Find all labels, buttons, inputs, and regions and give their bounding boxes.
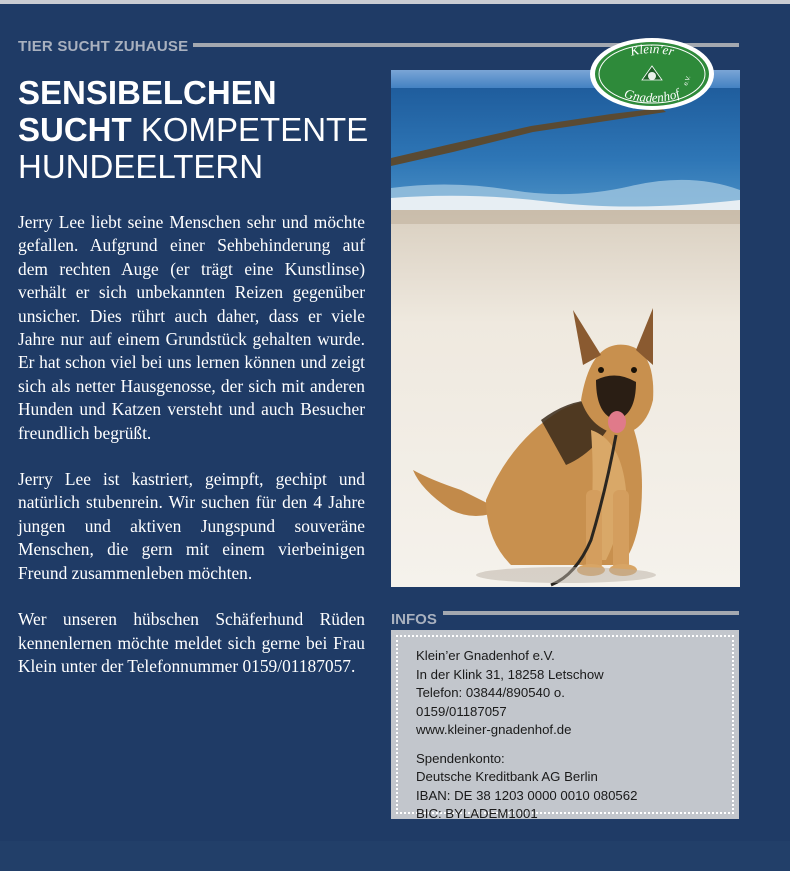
info-phone-2: 0159/01187057 — [416, 703, 507, 719]
page-top-edge — [0, 0, 790, 4]
headline-line-3: HUNDEELTERN — [18, 148, 264, 185]
headline-line-2-bold: SUCHT — [18, 111, 132, 148]
info-address: In der Klink 31, 18258 Letschow — [416, 666, 604, 682]
page-bottom-edge — [0, 841, 790, 871]
section-label: TIER SUCHT ZUHAUSE — [18, 38, 189, 55]
info-bank-title: Spendenkonto: — [416, 750, 505, 766]
logo-suffix: e.V. — [683, 75, 693, 87]
info-website: www.kleiner-gnadenhof.de — [416, 722, 572, 737]
info-phone: Telefon: 03844/890540 o. — [416, 685, 565, 700]
headline-line-2 — [18, 111, 388, 148]
article-body — [18, 211, 365, 701]
article-paragraph: Jerry Lee liebt seine Menschen sehr und möchte gefallen. Aufgrund einer Sehbehinderung auf dem rechten Auge (er trägt eine Kunstlinse) verhält er sich unbekannten Reizen gegenüber unsicher. Dies rührt auch daher, dass er viele Jahre nur auf einem Grundstück gehalten wurde. Er hat schon viel bei uns lernen können und zeigt sich als netter Hausgenosse, der sich mit anderen Hunden und Katzen versteht und auch Besucher freundlich begrüßt. — [18, 212, 365, 443]
info-org: Klein’er Gnadenhof e.V. — [416, 648, 555, 663]
headline — [18, 74, 388, 185]
logo-text-bottom: Gnadenhof — [622, 85, 682, 106]
info-spacer — [416, 740, 732, 750]
info-iban: IBAN: DE 38 1203 0000 0010 080562 — [416, 787, 638, 803]
info-bic: BIC: BYLADEM1001 — [416, 806, 538, 821]
dog-photo — [391, 70, 740, 587]
infos-rule — [443, 611, 739, 615]
headline-line-1: SENSIBELCHEN — [18, 74, 277, 111]
infos-content — [396, 635, 734, 821]
page-margin — [790, 0, 800, 871]
info-bank-name: Deutsche Kreditbank AG Berlin — [416, 769, 598, 784]
infos-label: INFOS — [391, 611, 437, 628]
gnadenhof-logo — [587, 36, 717, 112]
logo-text-top: Klein'er — [628, 41, 676, 59]
headline-line-2-rest: KOMPETENTE — [131, 111, 369, 148]
article-paragraph: Jerry Lee ist kastriert, geimpft, gechipt und natürlich stubenrein. Wir suchen für den 4 Jahre jungen und aktiven Jungspund souveräne Menschen, die gern mit einem vierbeinigen Freund zusammenleben möchten. — [18, 469, 365, 583]
infos-box — [391, 630, 739, 819]
article-paragraph: Wer unseren hübschen Schäferhund Rüden kennenlernen möchte meldet sich gerne bei Frau Klein unter der Telefonnummer 0159/01187057. — [18, 609, 365, 676]
